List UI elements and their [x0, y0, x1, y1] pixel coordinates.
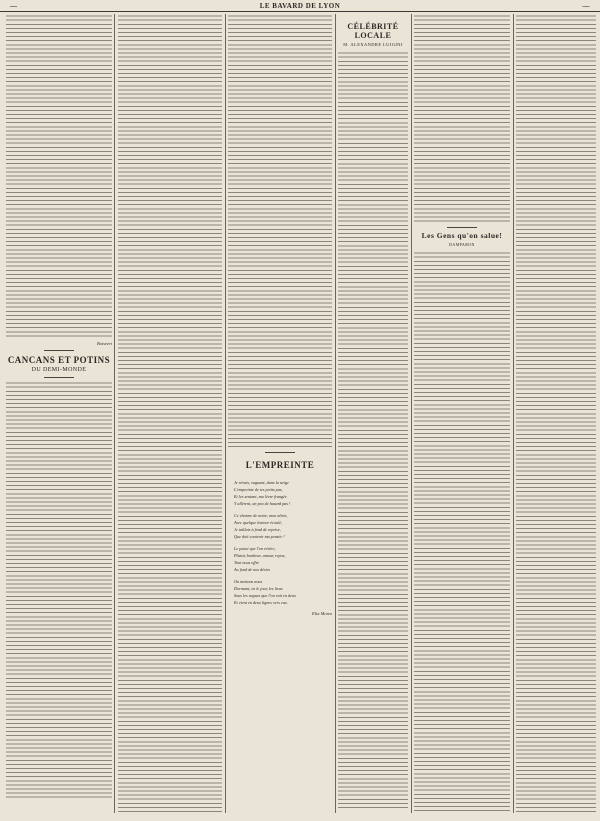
article-text-block	[338, 14, 408, 22]
article-text-block	[414, 251, 510, 811]
poem-line: Au fond de nos désirs	[234, 567, 271, 572]
poem-signature: Elia Morez	[312, 611, 332, 616]
poem-line: Le passé que l'on révère,	[234, 546, 276, 551]
poem-line: Tout nous offre	[234, 560, 260, 565]
poem-line: Dormant, en le jour, les lieux	[234, 586, 283, 591]
section-title: CANCANS ET POTINS	[7, 355, 111, 365]
article-text-block	[516, 14, 596, 813]
article-text-block	[6, 381, 112, 801]
column-3	[228, 14, 332, 813]
poem-line: Avec quelque lenteur écoulé,	[234, 520, 283, 525]
header-right: —	[582, 1, 590, 10]
section-subtitle: M. ALEXANDRE LUIGINI	[343, 42, 403, 47]
column-4	[338, 14, 408, 813]
column-1	[6, 14, 112, 813]
section-title: L'EMPREINTE	[245, 460, 315, 470]
divider	[447, 227, 477, 228]
newspaper-title: LE BAVARD DE LYON	[259, 1, 341, 10]
poem-line: Ou mettons nous	[234, 579, 263, 584]
poem-line: Ce charme de notre, mon altrix,	[234, 513, 288, 518]
divider	[44, 377, 74, 378]
section-subtitle: DU DEMI-MONDE	[31, 367, 87, 373]
article-signature: Boisvert	[97, 341, 112, 346]
poem-line: Je révais, vaguant, dans la neige	[234, 480, 290, 485]
header-left: —	[10, 1, 18, 10]
column-rule	[513, 14, 514, 813]
poem-line: Et les sentant, ma lèvre frangée	[234, 494, 287, 499]
section-title: CÉLÉBRITÉ LOCALE	[347, 22, 399, 40]
column-rule	[411, 14, 412, 813]
poem-line: Je taillais à fond de reprise,	[234, 527, 281, 532]
divider	[265, 452, 295, 453]
column-rule	[114, 14, 115, 813]
section-subtitle: DAMPARON	[449, 242, 475, 247]
poem-line: Sous les vagues que l'on voit en deux	[234, 593, 296, 598]
column-rule	[335, 14, 336, 813]
poem-line: Plaisir, bonheur, amour, repos,	[234, 553, 286, 558]
column-rule	[225, 14, 226, 813]
poem-line: Y allèrent, un peu de hasard pas !	[234, 501, 291, 506]
article-text-block	[118, 14, 222, 813]
page-header	[0, 0, 600, 12]
article-text-block	[6, 14, 112, 339]
poem-line: L'empreinte de tes petits pas,	[234, 487, 283, 492]
article-text-block	[228, 14, 332, 449]
divider	[44, 350, 74, 351]
article-text-block	[338, 51, 408, 811]
article-text-block	[414, 14, 510, 224]
column-6	[516, 14, 596, 813]
poem-line: Et vient en deux lignes vers eux.	[234, 600, 288, 605]
column-2	[118, 14, 222, 813]
column-5	[414, 14, 510, 813]
poem	[228, 479, 332, 606]
section-title: Les Gens qu'on salue!	[421, 231, 503, 240]
poem-line: Que doit contenir ma pensée !	[234, 534, 285, 539]
